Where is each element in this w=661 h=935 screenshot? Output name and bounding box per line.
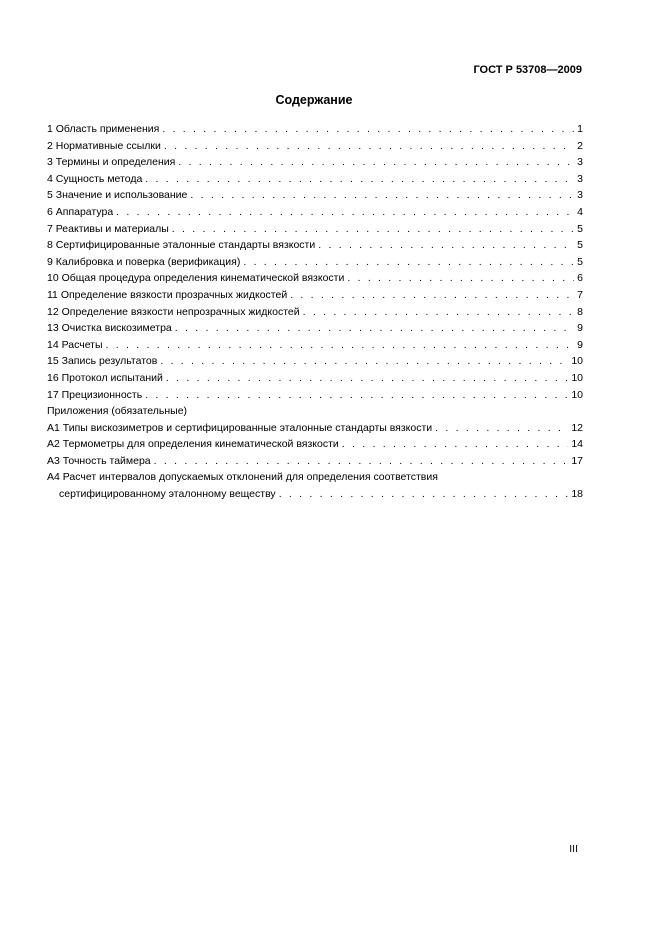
appendix-entry[interactable]: [47, 436, 583, 453]
appendix-entry[interactable]: [47, 453, 583, 470]
toc-entry-page: 9: [577, 338, 583, 351]
toc-entry[interactable]: [47, 270, 583, 287]
toc-entry-label: 5 Значение и использование: [47, 189, 188, 202]
toc-entry-page: 7: [577, 288, 583, 301]
toc-entry[interactable]: [47, 254, 583, 271]
toc-leader-dots: [175, 320, 574, 337]
toc-leader-dots: [145, 387, 568, 404]
toc-leader-dots: [160, 353, 568, 370]
toc-entry-page: 10: [571, 388, 583, 401]
toc-leader-dots: [435, 420, 568, 437]
toc-leader-dots: [154, 453, 569, 470]
toc-entry-page: 4: [577, 205, 583, 218]
document-code: ГОСТ Р 53708—2009: [473, 64, 582, 76]
toc-entry-page: 3: [577, 156, 583, 169]
toc-entry-page: 5: [577, 222, 583, 235]
toc-leader-dots: [318, 237, 574, 254]
toc-entry[interactable]: [47, 353, 583, 370]
toc-entry[interactable]: [47, 320, 583, 337]
toc-entry-label: 7 Реактивы и материалы: [47, 222, 169, 235]
toc-entry-label: 4 Сущность метода: [47, 172, 143, 185]
toc-entry-label: 17 Прецизионность: [47, 388, 143, 401]
table-of-contents: [47, 121, 583, 503]
appendix-entry-page: 17: [571, 454, 583, 467]
appendix-entry-multiline[interactable]: [47, 469, 583, 502]
toc-entry-label: 13 Очистка вискозиметра: [47, 322, 172, 335]
appendix-entry-page: 14: [571, 438, 583, 451]
toc-entry-label: 16 Протокол испытаний: [47, 371, 163, 384]
toc-leader-dots: [178, 154, 574, 171]
toc-leader-dots: [342, 436, 569, 453]
toc-entry-page: 10: [571, 371, 583, 384]
appendix-entry-label-line1: А4 Расчет интервалов допускаемых отклонений для определения соответствия: [47, 471, 438, 484]
toc-entry-page: 1: [577, 123, 583, 135]
toc-leader-dots: [303, 304, 575, 321]
toc-entry[interactable]: [47, 154, 583, 171]
toc-entry-page: 6: [577, 272, 583, 285]
toc-leader-dots: [290, 287, 574, 304]
toc-entry[interactable]: [47, 237, 583, 254]
toc-entry-page: 5: [577, 239, 583, 252]
appendix-entry-page: 12: [571, 421, 583, 434]
toc-entry-page: 3: [577, 172, 583, 185]
toc-entry-page: 5: [577, 255, 583, 268]
toc-entry-label: 6 Аппаратура: [47, 205, 114, 218]
toc-entry-label: 15 Запись результатов: [47, 355, 158, 368]
toc-entry[interactable]: [47, 204, 583, 221]
toc-leader-dots: [172, 221, 574, 238]
toc-entry[interactable]: [47, 138, 583, 155]
appendix-entry-label: А2 Термометры для определения кинематической вязкости: [47, 438, 339, 451]
toc-entry-page: 10: [571, 355, 583, 368]
toc-entry[interactable]: [47, 187, 583, 204]
toc-entry-label: 9 Калибровка и поверка (верификация): [47, 255, 241, 268]
toc-leader-dots: [116, 204, 574, 221]
appendix-entry[interactable]: [47, 420, 583, 437]
toc-entry-label: 8 Сертифицированные эталонные стандарты вязкости: [47, 239, 316, 252]
toc-entry-page: 9: [577, 322, 583, 335]
toc-leader-dots: [347, 270, 574, 287]
appendix-entry-page: 18: [571, 488, 583, 501]
toc-leader-dots: [162, 121, 574, 138]
toc-leader-dots: [166, 370, 568, 387]
toc-entry[interactable]: [47, 287, 583, 304]
appendix-entry-label: А3 Точность таймера: [47, 454, 151, 467]
toc-entry-page: 3: [577, 189, 583, 202]
toc-title: Содержание: [275, 93, 353, 107]
toc-entry[interactable]: [47, 171, 583, 188]
toc-entry[interactable]: [47, 121, 583, 138]
toc-entry-label: 3 Термины и определения: [47, 156, 176, 169]
toc-entry-label: 12 Определение вязкости непрозрачных жидкостей: [47, 305, 300, 318]
toc-entry-label: 11 Определение вязкости прозрачных жидкостей: [47, 288, 288, 301]
toc-entry[interactable]: [47, 221, 583, 238]
toc-entry-label: 14 Расчеты: [47, 338, 103, 351]
toc-leader-dots: [106, 337, 575, 354]
appendix-entry-label: А1 Типы вискозиметров и сертифицированные эталонные стандарты вязкости: [47, 421, 433, 434]
toc-leader-dots: [190, 187, 574, 204]
appendix-heading: Приложения (обязательные): [47, 405, 188, 418]
toc-entry-label: 1 Область применения: [47, 123, 160, 135]
toc-entry-label: 10 Общая процедура определения кинематической вязкости: [47, 272, 345, 285]
toc-entry[interactable]: [47, 337, 583, 354]
toc-entry[interactable]: [47, 387, 583, 404]
toc-leader-dots: [243, 254, 574, 271]
toc-leader-dots: [164, 138, 574, 155]
toc-entry-label: 2 Нормативные ссылки: [47, 139, 161, 152]
toc-entry-page: 8: [577, 305, 583, 318]
toc-entry[interactable]: [47, 370, 583, 387]
toc-entry[interactable]: [47, 304, 583, 321]
appendix-entry-label-line2: сертифицированному эталонному веществу: [59, 488, 276, 501]
toc-leader-dots: [145, 171, 574, 188]
page-number: III: [569, 843, 578, 855]
toc-entry-page: 2: [577, 139, 583, 152]
toc-leader-dots: [279, 486, 569, 503]
